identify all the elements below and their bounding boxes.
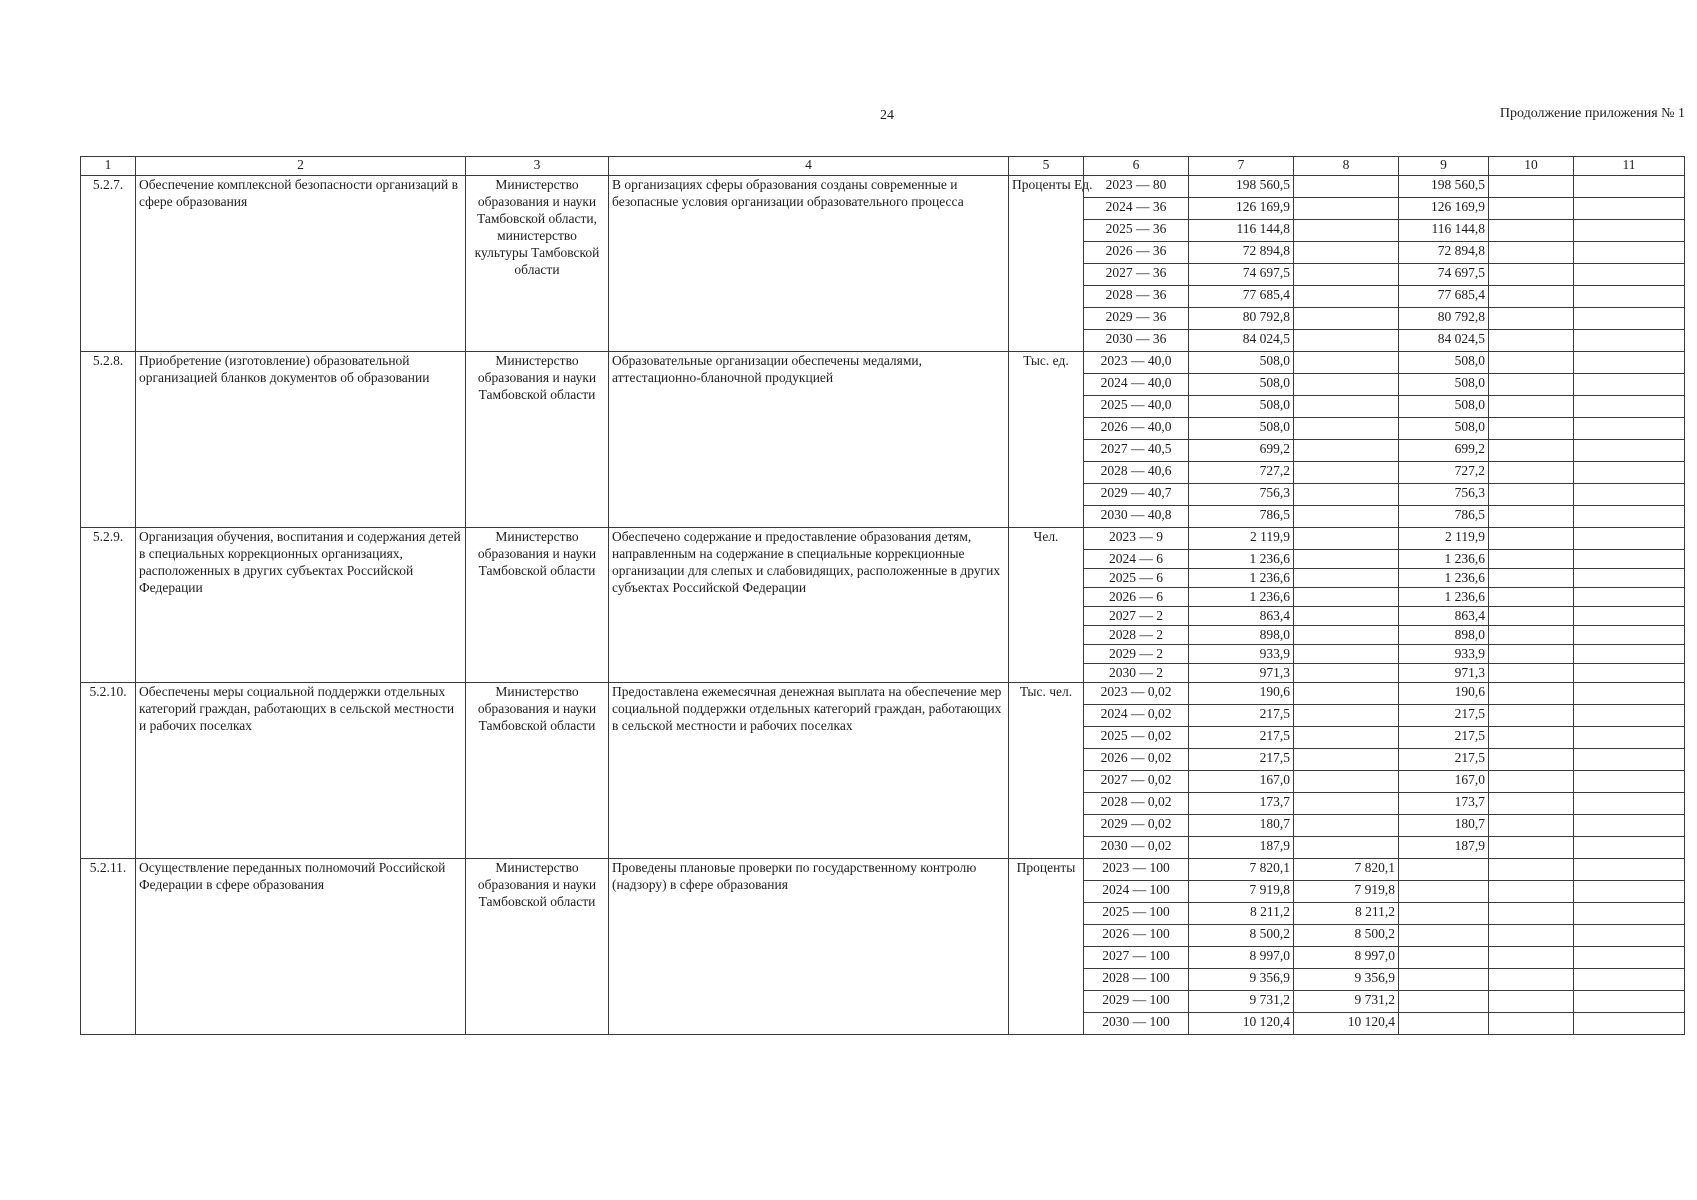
activity-name: Осуществление переданных полномочий Российской Федерации в сфере образования (136, 859, 466, 1035)
amount-column-7: 699,2 (1189, 440, 1294, 462)
amount-column-8 (1294, 418, 1399, 440)
indicator-value: 2028 — 40,6 (1084, 462, 1189, 484)
amount-column-7: 187,9 (1189, 837, 1294, 859)
amount-column-7: 7 919,8 (1189, 881, 1294, 903)
expected-result: Проведены плановые проверки по государственному контролю (надзору) в сфере образования (609, 859, 1009, 1035)
unit-of-measure: Тыс. чел. (1009, 683, 1084, 859)
amount-column-9: 971,3 (1399, 664, 1489, 683)
amount-column-7: 756,3 (1189, 484, 1294, 506)
amount-column-9: 1 236,6 (1399, 569, 1489, 588)
amount-column-7: 1 236,6 (1189, 588, 1294, 607)
amount-column-10 (1489, 242, 1574, 264)
indicator-value: 2023 — 80 (1084, 176, 1189, 198)
amount-column-9: 1 236,6 (1399, 588, 1489, 607)
amount-column-11 (1574, 242, 1685, 264)
amount-column-8 (1294, 484, 1399, 506)
amount-column-7: 971,3 (1189, 664, 1294, 683)
amount-column-8 (1294, 771, 1399, 793)
table-row (81, 528, 1685, 550)
indicator-value: 2025 — 6 (1084, 569, 1189, 588)
amount-column-11 (1574, 969, 1685, 991)
amount-column-10 (1489, 484, 1574, 506)
amount-column-9: 126 169,9 (1399, 198, 1489, 220)
indicator-value: 2026 — 36 (1084, 242, 1189, 264)
amount-column-9: 898,0 (1399, 626, 1489, 645)
amount-column-11 (1574, 837, 1685, 859)
amount-column-8 (1294, 462, 1399, 484)
responsible-executor: Министерство образования и науки Тамбовской области (466, 683, 609, 859)
amount-column-10 (1489, 550, 1574, 569)
amount-column-9: 187,9 (1399, 837, 1489, 859)
amount-column-10 (1489, 607, 1574, 626)
amount-column-10 (1489, 815, 1574, 837)
amount-column-11 (1574, 705, 1685, 727)
responsible-executor: Министерство образования и науки Тамбовской области (466, 352, 609, 528)
amount-column-11 (1574, 264, 1685, 286)
unit-of-measure: Тыс. ед. (1009, 352, 1084, 528)
amount-column-11 (1574, 881, 1685, 903)
amount-column-10 (1489, 771, 1574, 793)
amount-column-8: 10 120,4 (1294, 1013, 1399, 1035)
column-header: 10 (1489, 157, 1574, 176)
activity-code: 5.2.9. (81, 528, 136, 683)
amount-column-10 (1489, 374, 1574, 396)
table-row (81, 683, 1685, 705)
amount-column-7: 84 024,5 (1189, 330, 1294, 352)
amount-column-11 (1574, 440, 1685, 462)
amount-column-9: 933,9 (1399, 645, 1489, 664)
amount-column-10 (1489, 330, 1574, 352)
activity-code: 5.2.11. (81, 859, 136, 1035)
table-row (81, 352, 1685, 374)
amount-column-9 (1399, 1013, 1489, 1035)
amount-column-10 (1489, 528, 1574, 550)
program-activities-table (80, 156, 1685, 1035)
amount-column-9: 756,3 (1399, 484, 1489, 506)
amount-column-8 (1294, 176, 1399, 198)
amount-column-10 (1489, 947, 1574, 969)
indicator-value: 2029 — 100 (1084, 991, 1189, 1013)
amount-column-10 (1489, 881, 1574, 903)
amount-column-9: 72 894,8 (1399, 242, 1489, 264)
indicator-value: 2023 — 100 (1084, 859, 1189, 881)
column-header: 7 (1189, 157, 1294, 176)
amount-column-8 (1294, 374, 1399, 396)
activity-name: Обеспечены меры социальной поддержки отдельных категорий граждан, работающих в сельской местности и рабочих поселках (136, 683, 466, 859)
indicator-value: 2025 — 36 (1084, 220, 1189, 242)
amount-column-11 (1574, 198, 1685, 220)
amount-column-11 (1574, 462, 1685, 484)
amount-column-9: 2 119,9 (1399, 528, 1489, 550)
amount-column-8 (1294, 664, 1399, 683)
amount-column-7: 198 560,5 (1189, 176, 1294, 198)
amount-column-10 (1489, 727, 1574, 749)
column-number-row (81, 157, 1685, 176)
amount-column-9: 217,5 (1399, 749, 1489, 771)
amount-column-9: 508,0 (1399, 418, 1489, 440)
amount-column-9: 786,5 (1399, 506, 1489, 528)
indicator-value: 2028 — 0,02 (1084, 793, 1189, 815)
amount-column-7: 74 697,5 (1189, 264, 1294, 286)
amount-column-8 (1294, 506, 1399, 528)
indicator-value: 2024 — 40,0 (1084, 374, 1189, 396)
indicator-value: 2023 — 40,0 (1084, 352, 1189, 374)
indicator-value: 2025 — 40,0 (1084, 396, 1189, 418)
amount-column-8 (1294, 264, 1399, 286)
amount-column-11 (1574, 176, 1685, 198)
amount-column-9: 173,7 (1399, 793, 1489, 815)
amount-column-9: 727,2 (1399, 462, 1489, 484)
amount-column-10 (1489, 264, 1574, 286)
unit-of-measure: Проценты Ед. (1009, 176, 1084, 352)
amount-column-8: 9 356,9 (1294, 969, 1399, 991)
indicator-value: 2024 — 100 (1084, 881, 1189, 903)
amount-column-11 (1574, 793, 1685, 815)
amount-column-7: 508,0 (1189, 418, 1294, 440)
amount-column-8: 7 919,8 (1294, 881, 1399, 903)
column-header: 6 (1084, 157, 1189, 176)
amount-column-11 (1574, 550, 1685, 569)
unit-of-measure: Чел. (1009, 528, 1084, 683)
column-header: 3 (466, 157, 609, 176)
table-row (81, 859, 1685, 881)
table-row (81, 176, 1685, 198)
amount-column-9 (1399, 881, 1489, 903)
amount-column-9 (1399, 991, 1489, 1013)
amount-column-9 (1399, 925, 1489, 947)
column-header: 8 (1294, 157, 1399, 176)
amount-column-11 (1574, 506, 1685, 528)
amount-column-8: 9 731,2 (1294, 991, 1399, 1013)
amount-column-8 (1294, 837, 1399, 859)
amount-column-7: 77 685,4 (1189, 286, 1294, 308)
amount-column-10 (1489, 903, 1574, 925)
amount-column-11 (1574, 418, 1685, 440)
amount-column-7: 190,6 (1189, 683, 1294, 705)
indicator-value: 2028 — 36 (1084, 286, 1189, 308)
column-header: 11 (1574, 157, 1685, 176)
amount-column-10 (1489, 1013, 1574, 1035)
indicator-value: 2029 — 36 (1084, 308, 1189, 330)
indicator-value: 2025 — 100 (1084, 903, 1189, 925)
amount-column-8 (1294, 440, 1399, 462)
amount-column-9 (1399, 903, 1489, 925)
amount-column-8: 7 820,1 (1294, 859, 1399, 881)
amount-column-8 (1294, 607, 1399, 626)
activity-code: 5.2.10. (81, 683, 136, 859)
indicator-value: 2029 — 2 (1084, 645, 1189, 664)
amount-column-8: 8 211,2 (1294, 903, 1399, 925)
activity-code: 5.2.7. (81, 176, 136, 352)
amount-column-10 (1489, 220, 1574, 242)
amount-column-10 (1489, 664, 1574, 683)
column-header: 1 (81, 157, 136, 176)
amount-column-10 (1489, 198, 1574, 220)
amount-column-9: 1 236,6 (1399, 550, 1489, 569)
indicator-value: 2026 — 100 (1084, 925, 1189, 947)
amount-column-11 (1574, 903, 1685, 925)
amount-column-10 (1489, 969, 1574, 991)
amount-column-8 (1294, 815, 1399, 837)
amount-column-11 (1574, 947, 1685, 969)
amount-column-7: 9 731,2 (1189, 991, 1294, 1013)
amount-column-7: 8 500,2 (1189, 925, 1294, 947)
amount-column-9: 198 560,5 (1399, 176, 1489, 198)
indicator-value: 2028 — 2 (1084, 626, 1189, 645)
amount-column-11 (1574, 569, 1685, 588)
amount-column-10 (1489, 683, 1574, 705)
amount-column-11 (1574, 664, 1685, 683)
expected-result: Образовательные организации обеспечены медалями, аттестационно-бланочной продукцией (609, 352, 1009, 528)
amount-column-10 (1489, 925, 1574, 947)
amount-column-11 (1574, 859, 1685, 881)
amount-column-10 (1489, 626, 1574, 645)
amount-column-7: 933,9 (1189, 645, 1294, 664)
amount-column-7: 9 356,9 (1189, 969, 1294, 991)
amount-column-11 (1574, 308, 1685, 330)
amount-column-11 (1574, 727, 1685, 749)
table-header (81, 157, 1685, 176)
amount-column-9: 80 792,8 (1399, 308, 1489, 330)
amount-column-9: 217,5 (1399, 727, 1489, 749)
amount-column-8 (1294, 705, 1399, 727)
unit-of-measure: Проценты (1009, 859, 1084, 1035)
indicator-value: 2029 — 0,02 (1084, 815, 1189, 837)
indicator-value: 2024 — 6 (1084, 550, 1189, 569)
amount-column-10 (1489, 176, 1574, 198)
column-header: 2 (136, 157, 466, 176)
amount-column-7: 863,4 (1189, 607, 1294, 626)
amount-column-8: 8 500,2 (1294, 925, 1399, 947)
indicator-value: 2027 — 36 (1084, 264, 1189, 286)
indicator-value: 2025 — 0,02 (1084, 727, 1189, 749)
amount-column-7: 8 211,2 (1189, 903, 1294, 925)
expected-result: Обеспечено содержание и предоставление образования детям, направленным на содержание в специальные коррекционные организации для слепых и слабовидящих, расположенные в других субъектах Российской Федерации (609, 528, 1009, 683)
amount-column-8 (1294, 683, 1399, 705)
indicator-value: 2029 — 40,7 (1084, 484, 1189, 506)
amount-column-10 (1489, 749, 1574, 771)
amount-column-8 (1294, 198, 1399, 220)
amount-column-8 (1294, 749, 1399, 771)
indicator-value: 2024 — 0,02 (1084, 705, 1189, 727)
amount-column-11 (1574, 683, 1685, 705)
amount-column-11 (1574, 749, 1685, 771)
amount-column-7: 1 236,6 (1189, 569, 1294, 588)
amount-column-11 (1574, 626, 1685, 645)
amount-column-9 (1399, 859, 1489, 881)
amount-column-8 (1294, 308, 1399, 330)
amount-column-8 (1294, 569, 1399, 588)
indicator-value: 2026 — 6 (1084, 588, 1189, 607)
indicator-value: 2027 — 2 (1084, 607, 1189, 626)
amount-column-8 (1294, 727, 1399, 749)
amount-column-7: 508,0 (1189, 396, 1294, 418)
amount-column-11 (1574, 645, 1685, 664)
amount-column-8 (1294, 242, 1399, 264)
amount-column-10 (1489, 396, 1574, 418)
amount-column-9: 508,0 (1399, 396, 1489, 418)
amount-column-11 (1574, 925, 1685, 947)
column-header: 5 (1009, 157, 1084, 176)
amount-column-7: 1 236,6 (1189, 550, 1294, 569)
activity-code: 5.2.8. (81, 352, 136, 528)
amount-column-8 (1294, 330, 1399, 352)
activity-name: Организация обучения, воспитания и содержания детей в специальных коррекционных организациях, расположенных в других субъектах Российской Федерации (136, 528, 466, 683)
amount-column-7: 180,7 (1189, 815, 1294, 837)
amount-column-7: 786,5 (1189, 506, 1294, 528)
amount-column-8 (1294, 352, 1399, 374)
indicator-value: 2030 — 40,8 (1084, 506, 1189, 528)
amount-column-11 (1574, 330, 1685, 352)
expected-result: Предоставлена ежемесячная денежная выплата на обеспечение мер социальной поддержки отдельных категорий граждан, работающих в сельской местности и рабочих поселках (609, 683, 1009, 859)
amount-column-7: 7 820,1 (1189, 859, 1294, 881)
amount-column-8 (1294, 550, 1399, 569)
amount-column-9: 84 024,5 (1399, 330, 1489, 352)
amount-column-11 (1574, 220, 1685, 242)
page-number: 24 (880, 108, 894, 123)
activity-name: Обеспечение комплексной безопасности организаций в сфере образования (136, 176, 466, 352)
amount-column-8 (1294, 645, 1399, 664)
amount-column-8 (1294, 626, 1399, 645)
amount-column-9: 190,6 (1399, 683, 1489, 705)
responsible-executor: Министерство образования и науки Тамбовской области (466, 859, 609, 1035)
amount-column-8 (1294, 220, 1399, 242)
column-header: 9 (1399, 157, 1489, 176)
amount-column-10 (1489, 352, 1574, 374)
amount-column-11 (1574, 528, 1685, 550)
column-header: 4 (609, 157, 1009, 176)
indicator-value: 2026 — 40,0 (1084, 418, 1189, 440)
amount-column-10 (1489, 588, 1574, 607)
amount-column-9: 74 697,5 (1399, 264, 1489, 286)
amount-column-9 (1399, 969, 1489, 991)
amount-column-7: 508,0 (1189, 374, 1294, 396)
indicator-value: 2030 — 0,02 (1084, 837, 1189, 859)
indicator-value: 2026 — 0,02 (1084, 749, 1189, 771)
indicator-value: 2023 — 0,02 (1084, 683, 1189, 705)
indicator-value: 2024 — 36 (1084, 198, 1189, 220)
amount-column-10 (1489, 837, 1574, 859)
amount-column-10 (1489, 440, 1574, 462)
amount-column-8 (1294, 528, 1399, 550)
amount-column-9: 217,5 (1399, 705, 1489, 727)
amount-column-9: 77 685,4 (1399, 286, 1489, 308)
amount-column-9: 863,4 (1399, 607, 1489, 626)
amount-column-10 (1489, 645, 1574, 664)
amount-column-7: 217,5 (1189, 705, 1294, 727)
amount-column-11 (1574, 607, 1685, 626)
amount-column-7: 217,5 (1189, 749, 1294, 771)
amount-column-8 (1294, 396, 1399, 418)
amount-column-11 (1574, 286, 1685, 308)
indicator-value: 2030 — 36 (1084, 330, 1189, 352)
responsible-executor: Министерство образования и науки Тамбовской области, министерство культуры Тамбовской области (466, 176, 609, 352)
expected-result: В организациях сферы образования созданы современные и безопасные условия организации образовательного процесса (609, 176, 1009, 352)
amount-column-7: 508,0 (1189, 352, 1294, 374)
amount-column-11 (1574, 771, 1685, 793)
amount-column-9: 180,7 (1399, 815, 1489, 837)
responsible-executor: Министерство образования и науки Тамбовской области (466, 528, 609, 683)
amount-column-7: 116 144,8 (1189, 220, 1294, 242)
amount-column-10 (1489, 286, 1574, 308)
amount-column-7: 727,2 (1189, 462, 1294, 484)
indicator-value: 2030 — 100 (1084, 1013, 1189, 1035)
indicator-value: 2023 — 9 (1084, 528, 1189, 550)
amount-column-7: 126 169,9 (1189, 198, 1294, 220)
amount-column-7: 173,7 (1189, 793, 1294, 815)
amount-column-11 (1574, 1013, 1685, 1035)
indicator-value: 2027 — 0,02 (1084, 771, 1189, 793)
amount-column-8 (1294, 793, 1399, 815)
amount-column-10 (1489, 705, 1574, 727)
amount-column-9: 508,0 (1399, 374, 1489, 396)
amount-column-8: 8 997,0 (1294, 947, 1399, 969)
amount-column-10 (1489, 308, 1574, 330)
amount-column-9: 508,0 (1399, 352, 1489, 374)
amount-column-7: 80 792,8 (1189, 308, 1294, 330)
indicator-value: 2028 — 100 (1084, 969, 1189, 991)
indicator-value: 2030 — 2 (1084, 664, 1189, 683)
indicator-value: 2027 — 40,5 (1084, 440, 1189, 462)
amount-column-11 (1574, 588, 1685, 607)
activity-name: Приобретение (изготовление) образовательной организацией бланков документов об образовании (136, 352, 466, 528)
amount-column-11 (1574, 396, 1685, 418)
amount-column-9: 116 144,8 (1399, 220, 1489, 242)
amount-column-7: 217,5 (1189, 727, 1294, 749)
amount-column-11 (1574, 991, 1685, 1013)
amount-column-10 (1489, 418, 1574, 440)
amount-column-10 (1489, 859, 1574, 881)
amount-column-7: 8 997,0 (1189, 947, 1294, 969)
amount-column-9: 167,0 (1399, 771, 1489, 793)
appendix-continuation-label: Продолжение приложения № 1 (1499, 106, 1685, 121)
amount-column-10 (1489, 793, 1574, 815)
amount-column-11 (1574, 484, 1685, 506)
amount-column-7: 10 120,4 (1189, 1013, 1294, 1035)
table-body (81, 176, 1685, 1035)
amount-column-8 (1294, 588, 1399, 607)
amount-column-11 (1574, 815, 1685, 837)
amount-column-7: 898,0 (1189, 626, 1294, 645)
amount-column-7: 72 894,8 (1189, 242, 1294, 264)
amount-column-10 (1489, 569, 1574, 588)
amount-column-11 (1574, 352, 1685, 374)
amount-column-8 (1294, 286, 1399, 308)
amount-column-9: 699,2 (1399, 440, 1489, 462)
amount-column-9 (1399, 947, 1489, 969)
amount-column-7: 167,0 (1189, 771, 1294, 793)
indicator-value: 2027 — 100 (1084, 947, 1189, 969)
amount-column-7: 2 119,9 (1189, 528, 1294, 550)
amount-column-10 (1489, 462, 1574, 484)
amount-column-10 (1489, 991, 1574, 1013)
amount-column-11 (1574, 374, 1685, 396)
amount-column-10 (1489, 506, 1574, 528)
